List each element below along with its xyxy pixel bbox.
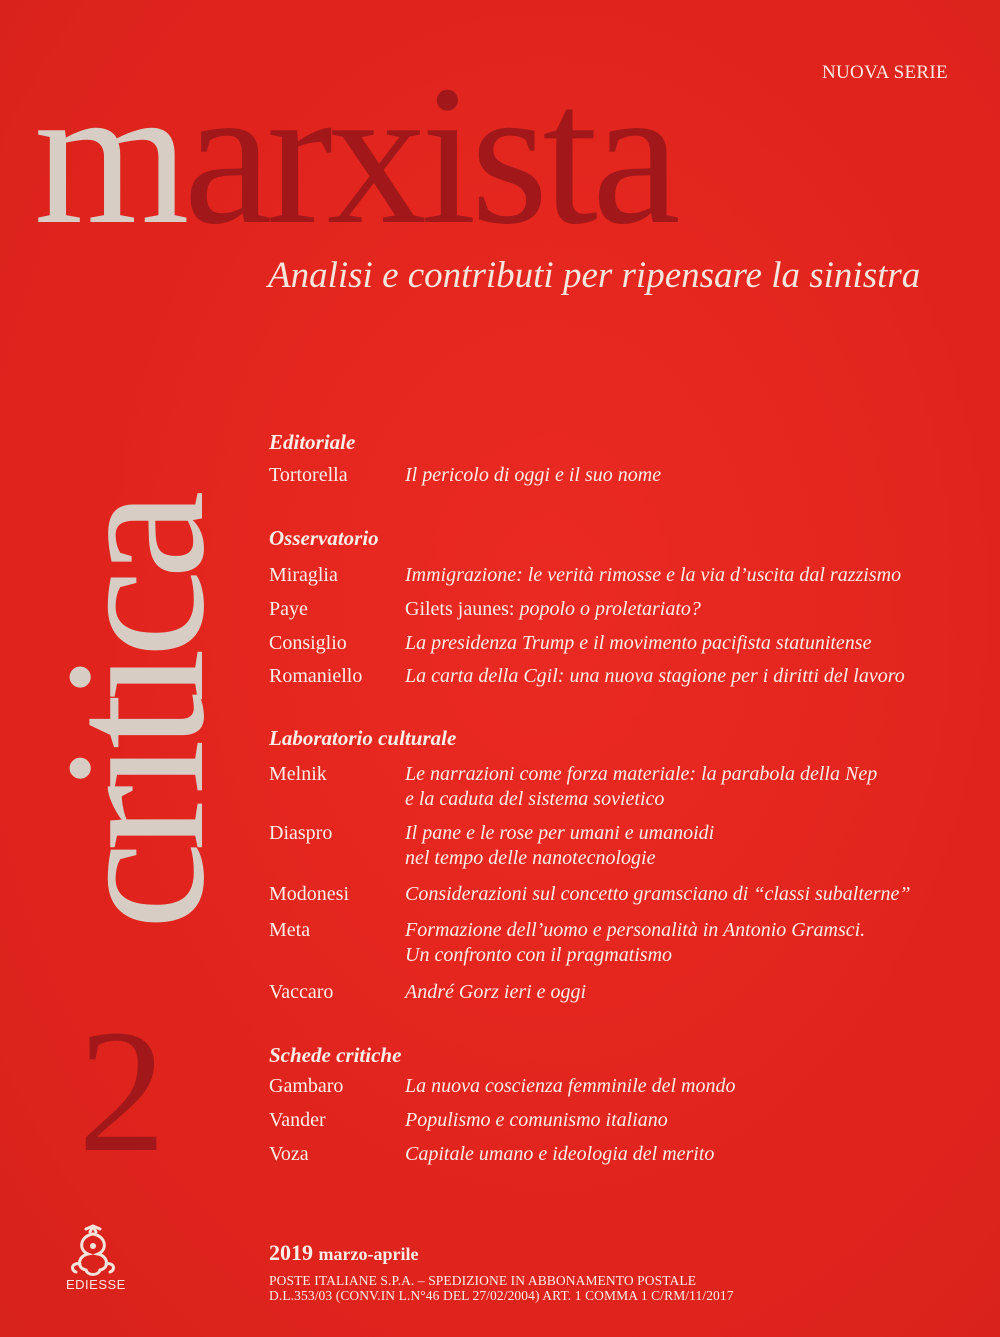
toc-title: La presidenza Trump e il movimento pacifista statunitense	[405, 632, 872, 654]
spine-title: critica	[25, 500, 246, 930]
toc-title-line1: Formazione dell’uomo e personalità in Antonio Gramsci.	[405, 919, 866, 941]
postal-line-1: POSTE ITALIANE S.P.A. – SPEDIZIONE IN ABBONAMENTO POSTALE	[269, 1273, 697, 1288]
toc-title-upright: Gilets jaunes:	[405, 598, 520, 620]
toc-author: Miraglia	[269, 564, 338, 586]
issue-date	[269, 1240, 418, 1266]
toc-title: Capitale umano e ideologia del merito	[405, 1143, 715, 1165]
toc-title-line2: e la caduta del sistema sovietico	[405, 788, 665, 810]
issue-year: 2019	[269, 1240, 313, 1265]
toc-title: Immigrazione: le verità rimosse e la via d’uscita dal razzismo	[405, 564, 902, 586]
toc-title: La nuova coscienza femminile del mondo	[405, 1075, 736, 1097]
toc-author: Diaspro	[269, 822, 333, 844]
toc-title: Considerazioni sul concetto gramsciano di “classi subalterne”	[405, 883, 911, 905]
toc-title: Populismo e comunismo italiano	[405, 1109, 668, 1131]
masthead-rest: arxista	[183, 45, 675, 266]
toc-author: Gambaro	[269, 1075, 344, 1097]
subtitle: Analisi e contributi per ripensare la sinistra	[268, 255, 921, 296]
toc-title	[405, 762, 965, 812]
toc-title-line2: nel tempo delle nanotecnologie	[405, 847, 656, 869]
section-heading-osservatorio: Osservatorio	[269, 526, 379, 550]
masthead-title	[34, 45, 675, 266]
toc-title-line2: Un confronto con il pragmatismo	[405, 944, 673, 966]
toc-author: Romaniello	[269, 665, 363, 687]
toc-author: Modonesi	[269, 883, 349, 905]
toc-author: Voza	[269, 1143, 309, 1165]
postal-line-2: D.L.353/03 (CONV.IN L.N°46 DEL 27/02/2004) ART. 1 COMMA 1 C/RM/11/2017	[269, 1288, 734, 1303]
toc-author: Tortorella	[269, 464, 348, 486]
toc-title	[405, 597, 965, 622]
toc-title-line1: Le narrazioni come forza materiale: la parabola della Nep	[405, 763, 878, 785]
toc-title: Il pericolo di oggi e il suo nome	[405, 464, 662, 486]
series-label: NUOVA SERIE	[822, 62, 948, 83]
toc-title-line1: Il pane e le rose per umani e umanoidi	[405, 822, 715, 844]
toc-author: Vander	[269, 1109, 326, 1131]
section-heading-laboratorio: Laboratorio culturale	[269, 726, 457, 750]
issue-number: 2	[78, 994, 166, 1189]
toc-author: Vaccaro	[269, 981, 334, 1003]
toc-author: Paye	[269, 598, 308, 620]
toc-title: La carta della Cgil: una nuova stagione per i diritti del lavoro	[405, 665, 905, 687]
issue-period: marzo-aprile	[318, 1244, 419, 1264]
toc-author: Consiglio	[269, 632, 347, 654]
toc-author: Meta	[269, 919, 311, 941]
toc-title: André Gorz ieri e oggi	[405, 981, 587, 1003]
section-heading-schede: Schede critiche	[269, 1043, 402, 1067]
toc-author: Melnik	[269, 763, 327, 785]
toc-title-italic: popolo o proletariato?	[519, 598, 701, 620]
toc-title	[405, 918, 965, 968]
section-heading-editoriale: Editoriale	[269, 430, 356, 454]
masthead-initial: m	[34, 45, 184, 266]
toc-title	[405, 821, 965, 871]
publisher-name: EDIESSE	[66, 1277, 126, 1292]
